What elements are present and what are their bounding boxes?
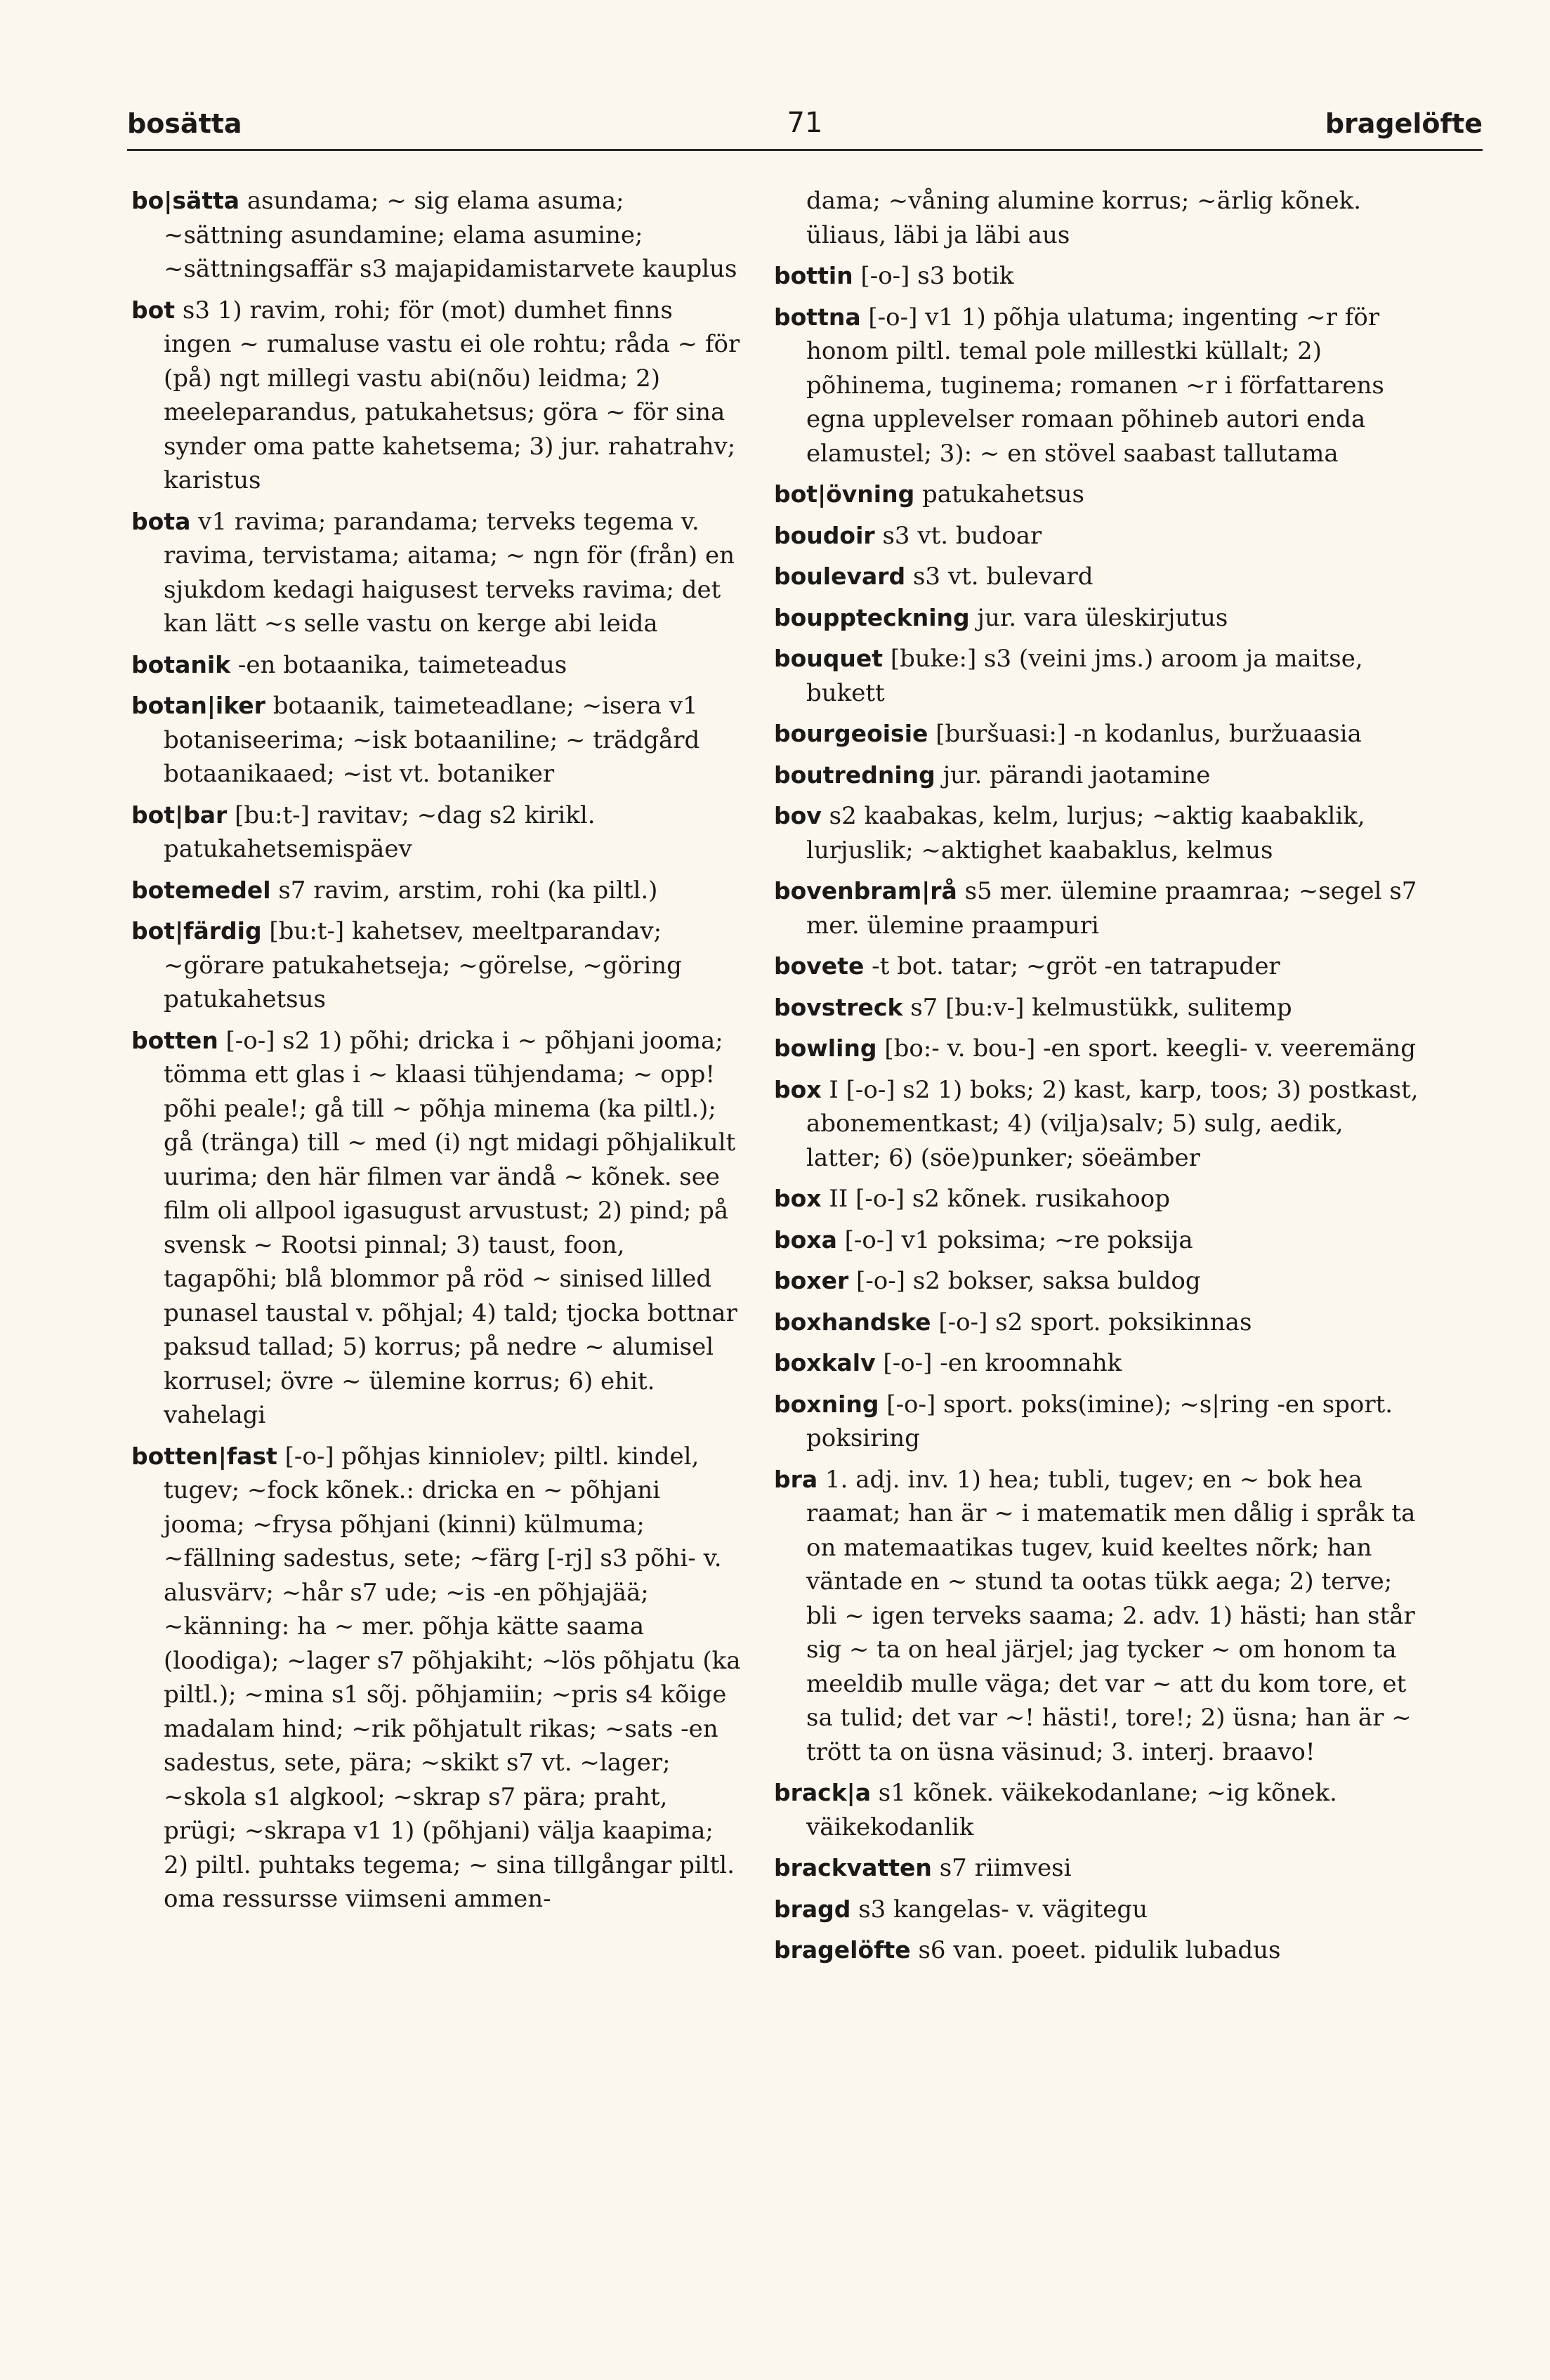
entry-headword: bowling: [774, 1034, 877, 1062]
entry-definition: [buršuasi:] -n kodanlus, buržuaasia: [928, 720, 1362, 748]
dictionary-entry: [774, 184, 1420, 252]
entry-definition: s2 kaabakas, kelm, lurjus; ~aktig kaabaklik, lurjuslik; ~aktighet kaabaklus, kelmus: [806, 802, 1365, 864]
entry-definition: s3 vt. bulevard: [905, 563, 1093, 591]
dictionary-entry: [774, 949, 1420, 984]
entry-headword: botten|fast: [131, 1442, 277, 1470]
entry-headword: brackvatten: [774, 1854, 932, 1881]
entry-headword: bragd: [774, 1895, 851, 1923]
entry-headword: bota: [131, 507, 191, 535]
entry-definition: [bu:t-] ravitav; ~dag s2 kirikl. patukahetsemispäev: [164, 801, 596, 863]
dictionary-entry: [774, 991, 1420, 1025]
entry-definition: [-o-] s3 botik: [853, 262, 1014, 290]
entry-headword: bot|bar: [131, 801, 228, 829]
dictionary-entry: [131, 1024, 744, 1433]
entry-headword: boxning: [774, 1390, 879, 1418]
entry-headword: bouquet: [774, 645, 884, 672]
dictionary-entry: [131, 1440, 744, 1917]
entry-headword: bragelöfte: [774, 1936, 911, 1964]
entry-headword: bottin: [774, 262, 853, 289]
dictionary-entry: [774, 259, 1420, 294]
entry-definition: [-o-] s2 1) põhi; dricka i ~ põhjani jooma; tömma ett glas i ~ klaasi tühjendama; ~ opp! põhi peale!; gå till ~ põhja minema (ka piltl.); gå (tränga) till ~ med (i) ngt midagi põhjalikult uurima; den här filmen var ändå ~ kõnek. see film oli allpool igasugust arvustust; 2) pind; på svensk ~ Rootsi pinnal; 3) taust, foon, tagapõhi; blå blommor på röd ~ sinised lilled punasel taustal v. põhjal; 4) tald; tjocka bottnar paksud tallad; 5) korrus; på nedre ~ alumisel korrusel; övre ~ ülemine korrus; 6) ehit. vahelagi: [164, 1026, 737, 1429]
header-last-word: bragelöfte: [1325, 108, 1483, 139]
entry-headword: bovenbram|rå: [774, 877, 957, 905]
entry-headword: boxer: [774, 1267, 849, 1294]
dictionary-entry: [774, 560, 1420, 594]
entry-definition: s3 1) ravim, rohi; för (mot) dumhet finns ingen ~ rumaluse vastu ei ole rohtu; råda ~ för (på) ngt millegi vastu abi(nõu) leidma; 2) meeleparandus, patukahetsus; göra ~ för sina synder oma patte kahetsema; 3) jur. rahatrahv; karistus: [164, 296, 740, 494]
entry-headword: boxkalv: [774, 1349, 876, 1376]
dictionary-entry: [774, 1306, 1420, 1340]
dictionary-entry: [774, 301, 1420, 471]
dictionary-entry: [774, 1388, 1420, 1456]
entry-definition: [bo:- v. bou-] -en sport. keegli- v. veeremäng: [876, 1034, 1417, 1063]
entry-headword: bovete: [774, 952, 865, 980]
entry-definition: I [-o-] s2 1) boks; 2) kast, karp, toos; 3) postkast, abonementkast; 4) (vilja)salv; 5) sulg, aedik, latter; 6) (söe)punker; söeämber: [806, 1075, 1419, 1172]
dictionary-entry: [131, 798, 744, 867]
entry-definition: [-o-] v1 1) põhja ulatuma; ingenting ~r för honom piltl. temal pole millestki küllalt; 2) põhinema, tuginema; romanen ~r i författarens egna upplevelser romaan põhineb autori enda elamustel; 3): ~ en stövel saabast tallutama: [806, 303, 1384, 468]
dictionary-entry: [774, 758, 1420, 793]
dictionary-entry: [131, 294, 744, 498]
entry-headword: box: [774, 1075, 822, 1103]
entry-definition: jur. pärandi jaotamine: [935, 761, 1211, 789]
entry-headword: boutredning: [774, 761, 935, 789]
entry-definition: s6 van. poeet. pidulik lubadus: [910, 1936, 1281, 1964]
dictionary-entry: [774, 1346, 1420, 1381]
entry-headword: boxhandske: [774, 1308, 931, 1336]
entry-headword: bot: [131, 296, 176, 324]
left-column: [131, 184, 744, 1924]
dictionary-entry: [131, 914, 744, 1017]
entry-definition: s7 ravim, arstim, rohi (ka piltl.): [270, 876, 658, 905]
entry-definition: s3 kangelas- v. vägitegu: [850, 1895, 1148, 1924]
entry-headword: botten: [131, 1026, 218, 1054]
dictionary-entry: [774, 519, 1420, 553]
entry-definition: -en botaanika, taimeteadus: [230, 650, 567, 679]
dictionary-entry: [131, 689, 744, 791]
dictionary-entry: [774, 601, 1420, 636]
entry-definition: s7 riimvesi: [931, 1854, 1072, 1882]
entry-definition: [-o-] sport. poks(imine); ~s|ring -en sport. poksiring: [806, 1390, 1393, 1452]
right-column: [774, 184, 1420, 1975]
entry-headword: boxa: [774, 1225, 837, 1254]
entry-headword: bouppteckning: [774, 603, 970, 631]
dictionary-entry: [774, 1776, 1420, 1844]
entry-headword: brack|a: [774, 1779, 871, 1806]
entry-definition: [-o-] v1 poksima; ~re poksija: [836, 1225, 1193, 1254]
dictionary-entry: [774, 1073, 1420, 1176]
entry-definition: s1 kõnek. väikekodanlane; ~ig kõnek. väikekodanlik: [806, 1779, 1337, 1841]
entry-definition: [buke:] s3 (veini jms.) aroom ja maitse, bukett: [806, 645, 1363, 707]
dictionary-entry: [774, 478, 1420, 512]
entry-headword: bot|färdig: [131, 917, 262, 945]
dictionary-entry: [774, 1893, 1420, 1927]
entry-definition: -t bot. tatar; ~gröt -en tatrapuder: [864, 952, 1280, 980]
dictionary-entry: [131, 505, 744, 641]
entry-definition: s3 vt. budoar: [874, 521, 1042, 550]
entry-definition: s5 mer. ülemine praamraa; ~segel s7 mer. ülemine praampuri: [806, 877, 1417, 940]
page-header: [127, 98, 1483, 151]
entry-headword: bot|övning: [774, 480, 915, 508]
dictionary-entry: [774, 874, 1420, 942]
entry-headword: botan|iker: [131, 692, 265, 719]
dictionary-entry: [774, 1933, 1420, 1968]
entry-headword: bovstreck: [774, 993, 903, 1021]
entry-headword: botemedel: [131, 876, 271, 904]
dictionary-entry: [774, 1032, 1420, 1066]
page-number: 71: [787, 107, 823, 139]
entry-headword: bourgeoisie: [774, 720, 928, 747]
entry-headword: bov: [774, 802, 822, 829]
entry-definition: botaanik, taimeteadlane; ~isera v1 botaniseerima; ~isk botaaniline; ~ trädgård botaanikaaed; ~ist vt. botaniker: [164, 692, 700, 788]
entry-definition: s7 [bu:v-] kelmustükk, sulitemp: [902, 993, 1292, 1022]
dictionary-entry: [774, 642, 1420, 710]
dictionary-entry: [774, 1182, 1420, 1216]
dictionary-entry: [774, 717, 1420, 751]
entry-definition: II [-o-] s2 kõnek. rusikahoop: [821, 1185, 1170, 1213]
entry-headword: box: [774, 1185, 822, 1212]
entry-headword: bottna: [774, 303, 861, 331]
entry-headword: bra: [774, 1465, 818, 1493]
dictionary-entry: [774, 1463, 1420, 1770]
entry-definition: [-o-] s2 sport. poksikinnas: [931, 1308, 1252, 1336]
entry-definition: dama; ~våning alumine korrus; ~ärlig kõnek. üliaus, läbi ja läbi aus: [806, 187, 1362, 249]
entry-definition: 1. adj. inv. 1) hea; tubli, tugev; en ~ bok hea raamat; han är ~ i matematik men dålig i språk ta on matemaatikas tugev, kuid keeltes nõrk; han väntade en ~ stund ta ootas tükk aega; 2) terve; bli ~ igen terveks saama; 2. adv. 1) hästi; han står sig ~ ta on heal järjel; jag tycker ~ om honom ta meeldib mulle väga; det var ~ att du kom tore, et sa tulid; det var ~! hästi!, tore!; 2) üsna; han är ~ trött ta on üsna väsinud; 3. interj. braavo!: [806, 1465, 1416, 1766]
entry-headword: botanik: [131, 650, 231, 678]
dictionary-entry: [774, 1223, 1420, 1258]
dictionary-entry: [774, 1264, 1420, 1299]
entry-headword: boulevard: [774, 563, 906, 590]
entry-definition: v1 ravima; parandama; terveks tegema v. ravima, tervistama; aitama; ~ ngn för (från) en sjukdom kedagi haigusest terveks ravima; det kan lätt ~s selle vastu on kerge abi leida: [164, 507, 735, 638]
entry-definition: jur. vara üleskirjutus: [969, 603, 1228, 632]
entry-definition: asundama; ~ sig elama asuma; ~sättning asundamine; elama asumine; ~sättningsaffär s3 majapidamistarvete kauplus: [164, 187, 737, 283]
header-first-word: bosätta: [127, 108, 242, 139]
entry-headword: bo|sätta: [131, 187, 240, 214]
dictionary-entry: [774, 1851, 1420, 1886]
entry-definition: [-o-] põhjas kinniolev; piltl. kindel, tugev; ~fock kõnek.: dricka en ~ põhjani jooma; ~frysa põhjani (kinni) külmuma; ~fällning sadestus, sete; ~färg [-rj] s3 põhi- v. alusvärv; ~hår s7 ude; ~is -en põhjajää; ~känning: ha ~ mer. põhja kätte saama (loodiga); ~lager s7 põhjakiht; ~lös põhjatu (ka piltl.); ~mina s1 sõj. põhjamiin; ~pris s4 kõige madalam hind; ~rik põhjatult rikas; ~sats -en sadestus, sete, pära; ~skikt s7 vt. ~lager; ~skola s1 algkool; ~skrap s7 pära; praht, prügi; ~skrapa v1 1) (põhjani) välja kaapima; 2) piltl. puhtaks tegema; ~ sina tillgångar piltl. oma ressursse viimseni ammen-: [164, 1442, 741, 1913]
entry-definition: [bu:t-] kahetsev, meeltparandav; ~görare patukahetseja; ~görelse, ~göring patukahetsus: [164, 917, 682, 1013]
entry-headword: boudoir: [774, 521, 875, 549]
entry-definition: patukahetsus: [914, 480, 1084, 508]
dictionary-entry: [774, 799, 1420, 867]
entry-definition: [-o-] -en kroomnahk: [875, 1349, 1122, 1377]
dictionary-entry: [131, 648, 744, 683]
dictionary-entry: [131, 184, 744, 287]
dictionary-entry: [131, 874, 744, 908]
entry-definition: [-o-] s2 bokser, saksa buldog: [848, 1267, 1201, 1295]
